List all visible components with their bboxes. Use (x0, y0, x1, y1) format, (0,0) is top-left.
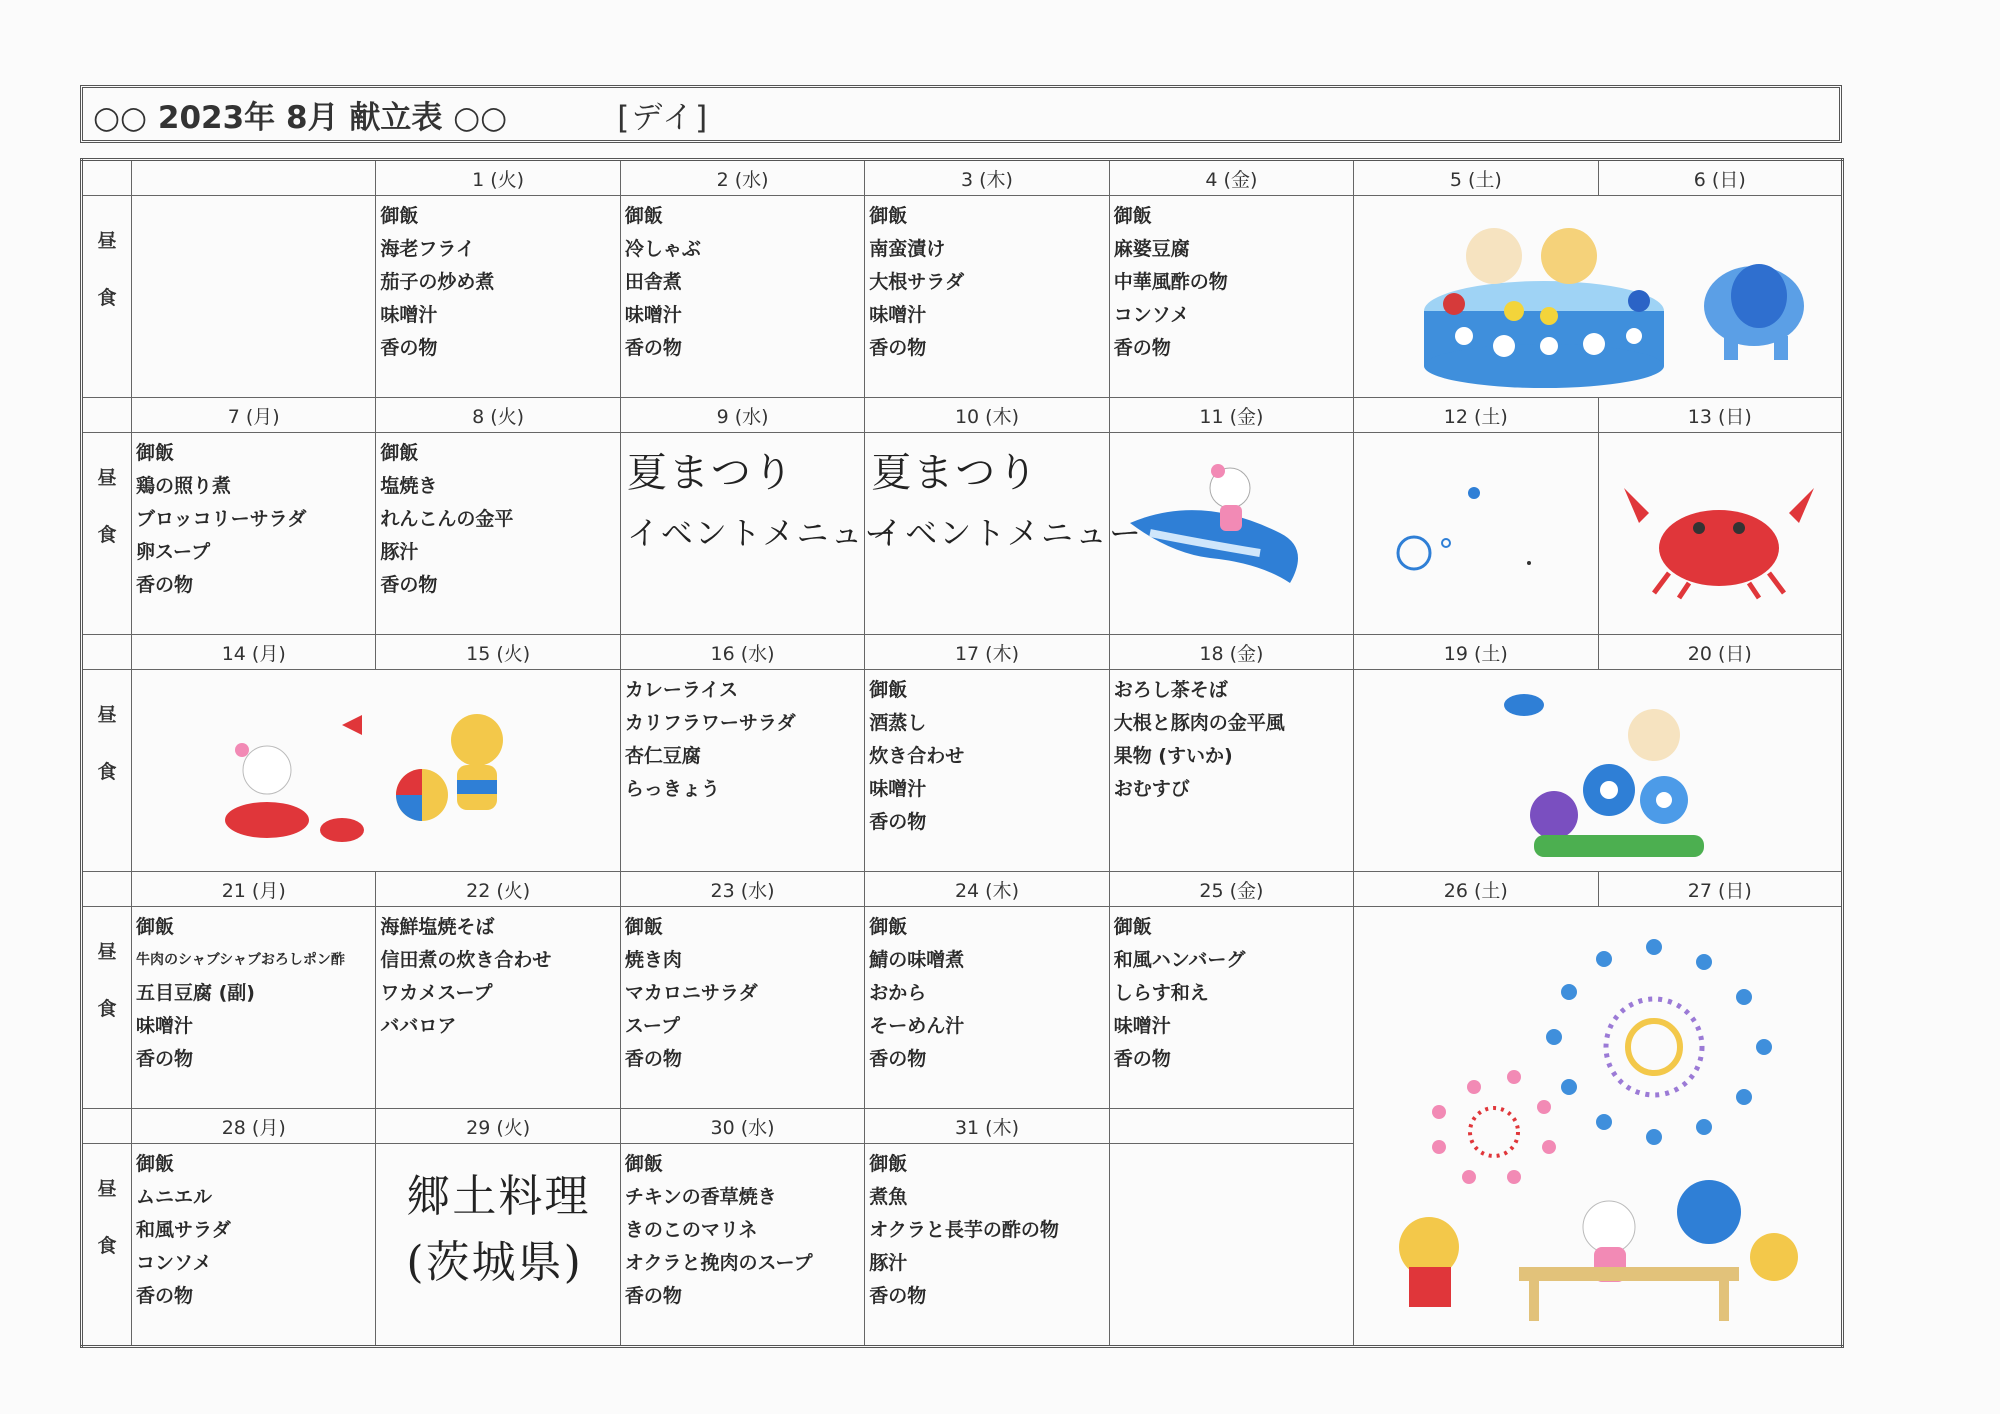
day-header: 2 (水) (620, 160, 864, 196)
day-header: 14 (月) (132, 634, 376, 669)
menu-item: 海鮮塩焼そば (380, 916, 495, 939)
handwritten-line: 夏まつり (626, 450, 795, 497)
week-4-meals (82, 907, 1843, 1109)
menu-item: 味噌汁 (624, 304, 682, 327)
corner-cell (82, 160, 132, 196)
menu-item: 中華風酢の物 (1113, 271, 1228, 294)
day-header: 22 (火) (376, 871, 620, 906)
handwritten-line: (茨城県) (406, 1237, 583, 1289)
menu-cell (1109, 670, 1353, 872)
day-header: 4 (金) (1109, 160, 1353, 196)
menu-item: コンソメ (136, 1252, 212, 1275)
dolphin-illustration (1110, 433, 1353, 634)
menu-item: 味噌汁 (869, 304, 927, 327)
menu-item: おろし茶そば (1113, 679, 1228, 702)
menu-item: 信田煮の炊き合わせ (380, 949, 552, 972)
menu-item: 香の物 (1113, 1048, 1171, 1071)
menu-item: 麻婆豆腐 (1113, 238, 1190, 261)
menu-item: 大根と豚肉の金平風 (1113, 712, 1285, 735)
menu-item: スープ (624, 1015, 680, 1038)
menu-item: 香の物 (136, 1048, 194, 1071)
day-header: 15 (火) (376, 634, 620, 669)
menu-item: 御飯 (624, 1153, 663, 1176)
menu-item: 香の物 (1113, 337, 1171, 360)
fireworks-illustration (1354, 907, 1841, 1345)
title-bar (80, 85, 1842, 143)
menu-item: 塩焼き (380, 475, 438, 498)
menu-cell (620, 670, 864, 872)
menu-cell-handwritten (865, 433, 1143, 635)
menu-cell-empty (1109, 1144, 1353, 1347)
illustration-cell (132, 670, 621, 872)
menu-item: オクラと長芋の酢の物 (869, 1219, 1059, 1242)
day-header (132, 160, 376, 196)
day-header: 26 (土) (1354, 871, 1598, 906)
menu-item: 香の物 (869, 1048, 927, 1071)
beach-animals-icon (132, 670, 622, 870)
menu-item: 御飯 (136, 916, 175, 939)
menu-cell (376, 433, 620, 635)
day-header: 1 (火) (376, 160, 620, 196)
handwritten-line: 郷土料理 (406, 1171, 591, 1223)
illustration-cell (1109, 433, 1353, 635)
beach-animals-illustration (132, 670, 620, 871)
day-header: 3 (木) (865, 160, 1109, 196)
menu-item: 香の物 (624, 1285, 682, 1308)
menu-item: 和風サラダ (136, 1219, 231, 1242)
menu-item: マカロニサラダ (624, 982, 758, 1005)
menu-item: 味噌汁 (869, 778, 927, 801)
menu-item: カレーライス (624, 679, 739, 702)
meal-label: 昼 食 (82, 433, 132, 635)
menu-cell-empty (132, 196, 376, 398)
menu-item: 香の物 (869, 1285, 927, 1308)
menu-item: 御飯 (1113, 916, 1152, 939)
menu-item: 炊き合わせ (869, 745, 965, 768)
menu-item: 大根サラダ (869, 271, 965, 294)
menu-item: 御飯 (380, 205, 419, 228)
menu-cell (865, 1144, 1109, 1347)
pool-animals-illustration (1354, 196, 1841, 397)
menu-cell (865, 907, 1109, 1109)
menu-item: 冷しゃぶ (624, 238, 701, 261)
week-2-meals (82, 433, 1843, 635)
menu-item: 御飯 (136, 1153, 175, 1176)
menu-cell (132, 433, 376, 635)
crab-icon (1599, 433, 1839, 633)
day-header: 6 (日) (1598, 160, 1842, 196)
menu-item: 豚汁 (380, 541, 419, 564)
menu-cell (620, 1144, 864, 1347)
day-header: 12 (土) (1354, 397, 1598, 432)
menu-item: 御飯 (136, 442, 175, 465)
menu-item: 御飯 (869, 916, 908, 939)
day-header: 25 (金) (1109, 871, 1353, 906)
week-2-header (82, 397, 1843, 432)
meal-label: 昼 食 (82, 1144, 132, 1347)
menu-item: 果物 (すいか) (1113, 745, 1233, 768)
crab-illustration (1599, 433, 1841, 634)
handwritten-line: イベントメニュー (626, 514, 899, 553)
fireworks-animals-icon (1354, 907, 1844, 1347)
menu-item: 茄子の炒め煮 (380, 271, 495, 294)
menu-item: ムニエル (136, 1186, 213, 1209)
menu-item: 酒蒸し (869, 712, 927, 735)
menu-cell (1109, 907, 1353, 1109)
menu-item: 香の物 (136, 574, 194, 597)
corner-cell (82, 871, 132, 906)
dolphin-bunny-icon (1110, 433, 1350, 633)
menu-item: 和風ハンバーグ (1113, 949, 1246, 972)
menu-item: 鯖の味噌煮 (869, 949, 965, 972)
day-header: 13 (日) (1598, 397, 1842, 432)
corner-cell (82, 397, 132, 432)
meal-label: 昼 食 (82, 196, 132, 398)
menu-item: 御飯 (624, 205, 663, 228)
menu-item: オクラと挽肉のスープ (624, 1252, 813, 1275)
handwritten-line: 夏まつり (871, 450, 1040, 497)
day-header: 16 (水) (620, 634, 864, 669)
menu-item: 卵スープ (136, 541, 211, 564)
menu-item: 田舎煮 (624, 271, 682, 294)
menu-cell (376, 196, 620, 398)
menu-item: 御飯 (869, 205, 908, 228)
menu-item: 御飯 (869, 679, 908, 702)
bubbles-illustration (1354, 433, 1597, 634)
menu-item: 香の物 (624, 1048, 682, 1071)
week-3-meals (82, 670, 1843, 872)
menu-item: カリフラワーサラダ (624, 712, 796, 735)
day-header: 17 (木) (865, 634, 1109, 669)
illustration-cell (1354, 196, 1843, 398)
menu-item: 海老フライ (380, 238, 475, 261)
page-subtitle: [デイ] (617, 99, 710, 136)
menu-item: 味噌汁 (1113, 1015, 1171, 1038)
menu-item: 杏仁豆腐 (624, 745, 701, 768)
day-header: 8 (火) (376, 397, 620, 432)
menu-item: ブロッコリーサラダ (136, 508, 307, 531)
day-header: 10 (木) (865, 397, 1109, 432)
day-header: 7 (月) (132, 397, 376, 432)
menu-item: おむすび (1113, 778, 1190, 801)
menu-cell (376, 907, 620, 1109)
week-3-header (82, 634, 1843, 669)
day-header: 11 (金) (1109, 397, 1353, 432)
menu-item: 焼き肉 (624, 949, 682, 972)
menu-item: 鶏の照り煮 (136, 475, 232, 498)
menu-item: らっきょう (624, 778, 720, 801)
week-1-header (82, 160, 1843, 196)
morning-glory-bunny-icon (1354, 670, 1844, 870)
menu-item: 御飯 (869, 1153, 908, 1176)
menu-item: 香の物 (869, 811, 927, 834)
menu-item: 豚汁 (869, 1252, 908, 1275)
menu-cell (132, 907, 376, 1109)
menu-item: 味噌汁 (136, 1015, 194, 1038)
page-title: ○○ 2023年 8月 献立表 ○○ (93, 99, 508, 136)
menu-item: ワカメスープ (380, 982, 493, 1005)
pool-animals-icon (1354, 196, 1844, 396)
day-header: 20 (日) (1598, 634, 1842, 669)
week-4-header (82, 871, 1843, 906)
menu-item: おから (869, 982, 927, 1005)
menu-item: 煮魚 (869, 1186, 908, 1209)
meal-label: 昼 食 (82, 670, 132, 872)
day-header: 31 (木) (865, 1108, 1109, 1143)
menu-item: そーめん汁 (869, 1015, 965, 1038)
menu-item: しらす和え (1113, 982, 1209, 1005)
menu-cell (865, 196, 1109, 398)
handwritten-line: イベントメニュー (871, 514, 1143, 553)
week-1-meals (82, 196, 1843, 398)
menu-item: 香の物 (380, 574, 438, 597)
bubbles-icon (1354, 433, 1594, 633)
menu-cell (132, 1144, 376, 1347)
illustration-cell (1354, 907, 1843, 1347)
menu-item: 味噌汁 (380, 304, 438, 327)
day-header: 23 (水) (620, 871, 864, 906)
corner-cell (82, 1108, 132, 1143)
menu-item: 御飯 (624, 916, 663, 939)
day-header: 19 (土) (1354, 634, 1598, 669)
day-header: 21 (月) (132, 871, 376, 906)
menu-cell-handwritten (376, 1144, 620, 1347)
menu-cell (1109, 196, 1353, 398)
day-header: 24 (木) (865, 871, 1109, 906)
illustration-cell (1354, 670, 1843, 872)
corner-cell (82, 634, 132, 669)
menu-item: きのこのマリネ (624, 1219, 758, 1242)
meal-label: 昼 食 (82, 907, 132, 1109)
menu-item: チキンの香草焼き (624, 1186, 777, 1209)
menu-item: 牛肉のシャブシャブおろしポン酢 (136, 952, 345, 969)
illustration-cell (1354, 433, 1598, 635)
day-header: 5 (土) (1354, 160, 1598, 196)
menu-calendar (80, 158, 1844, 1348)
menu-item: 五目豆腐 (副) (136, 982, 255, 1005)
menu-cell-handwritten (620, 433, 899, 635)
day-header: 27 (日) (1598, 871, 1842, 906)
menu-cell (865, 670, 1109, 872)
menu-item: 香の物 (869, 337, 927, 360)
morning-glory-illustration (1354, 670, 1841, 871)
day-header: 30 (水) (620, 1108, 864, 1143)
menu-item: れんこんの金平 (380, 508, 514, 531)
menu-item: ババロア (380, 1015, 457, 1038)
day-header (1109, 1108, 1353, 1143)
day-header: 18 (金) (1109, 634, 1353, 669)
menu-cell (620, 196, 864, 398)
menu-item: 御飯 (1113, 205, 1152, 228)
menu-item: 御飯 (380, 442, 419, 465)
menu-item: 香の物 (624, 337, 682, 360)
day-header: 28 (月) (132, 1108, 376, 1143)
menu-item: 香の物 (380, 337, 438, 360)
menu-item: コンソメ (1113, 304, 1190, 327)
day-header: 9 (水) (620, 397, 864, 432)
menu-item: 香の物 (136, 1285, 194, 1308)
illustration-cell (1598, 433, 1842, 635)
menu-cell (620, 907, 864, 1109)
day-header: 29 (火) (376, 1108, 620, 1143)
menu-item: 南蛮漬け (869, 238, 946, 261)
